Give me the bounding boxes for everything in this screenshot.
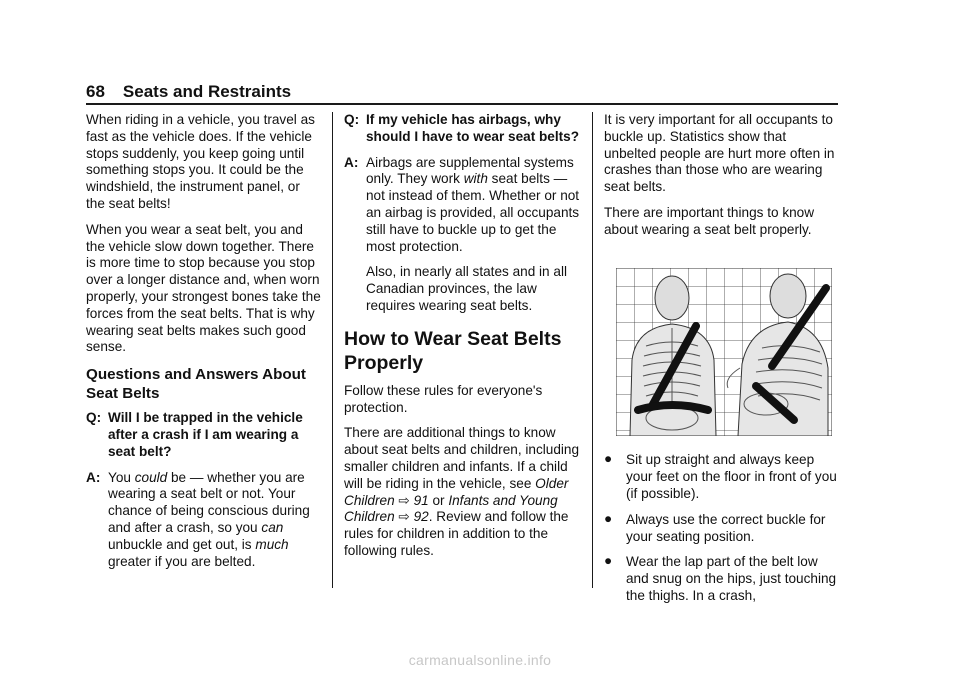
things-to-know-paragraph: There are important things to know about wearing a seat belt properly. — [604, 204, 815, 237]
answer-airbags: A: Airbags are supplemental systems only. They work with seat belts — not instead of them. Whether or not an airbag is provided, all occupants still have to buckle up to get the most protection. Also, in nearly all states and in all Canadian provinces, the law requires wearing seat belts. — [344, 154, 580, 313]
slow-down-paragraph: When you wear a seat belt, you and the vehicle slow down together. There is more time to stop because you stop over a longer distance and, when worn properly, your strongest bones take the forces from the seat belts. That is why wearing seat belts makes such good sense. — [86, 221, 321, 355]
answer-law-paragraph: Also, in nearly all states and in all Canadian provinces, the law requires wearing seat belts. — [366, 264, 567, 313]
header-rule — [86, 103, 838, 105]
bullet-correct-buckle: ● Always use the correct buckle for your seating position. — [604, 510, 826, 544]
column-2 — [344, 112, 580, 569]
column-divider-1 — [332, 112, 333, 588]
seat-belt-illustration — [616, 268, 832, 436]
page-header — [86, 82, 291, 102]
children-paragraph: There are additional things to know about seat belts and children, including smaller children and infants. If a child will be riding in the vehicle, see Older Children ⇨ 91 or Infants and Young Children ⇨ 92. Review and follow the rules for children in addition to the following rules. — [344, 425, 580, 558]
bullet-icon: ● — [604, 451, 613, 467]
how-to-wear-heading: How to Wear Seat Belts Properly — [344, 327, 562, 374]
link-infants-children[interactable]: Infants and Young Children — [344, 492, 558, 525]
bullet-sit-straight: ● Sit up straight and always keep your feet on the floor in front of you (if possible). — [604, 451, 837, 501]
column-1 — [86, 112, 322, 579]
page-ref-icon: ⇨ — [394, 509, 414, 525]
importance-paragraph: It is very important for all occupants to buckle up. Statistics show that unbelted people are hurt more often in crashes than those who are wearing seat belts. — [604, 112, 835, 195]
link-older-children[interactable]: Older Children — [344, 475, 569, 508]
question-trapped: Q: Will I be trapped in the vehicle after a crash if I am wearing a seat belt? — [86, 410, 303, 459]
question-airbags: Q: If my vehicle has airbags, why should I have to wear seat belts? — [344, 112, 580, 144]
intro-paragraph: When riding in a vehicle, you travel as fast as the vehicle does. If the vehicle stops suddenly, you keep going until something stops you. It could be the windshield, the instrument panel, or the seat belts! — [86, 112, 315, 211]
section-title: Seats and Restraints — [122, 82, 292, 101]
answer-trapped: A: You could be — whether you are wearing a seat belt or not. Your chance of being conscious during and after a crash, so you can unbuckle and get out, is much greater if you are belted. — [86, 469, 310, 569]
page-number: 68 — [86, 82, 105, 101]
bullet-icon: ● — [604, 553, 613, 569]
column-3 — [604, 112, 840, 614]
page-ref-icon: ⇨ — [394, 492, 414, 508]
watermark: carmanualsonline.info — [408, 652, 552, 668]
follow-rules-paragraph: Follow these rules for everyone's protection. — [344, 382, 543, 415]
column-divider-2 — [592, 112, 593, 588]
bullet-icon: ● — [604, 510, 613, 526]
bullet-lap-belt: ● Wear the lap part of the belt low and snug on the hips, just touching the thighs. In a crash, — [604, 553, 837, 603]
qa-heading: Questions and Answers About Seat Belts — [86, 366, 306, 403]
